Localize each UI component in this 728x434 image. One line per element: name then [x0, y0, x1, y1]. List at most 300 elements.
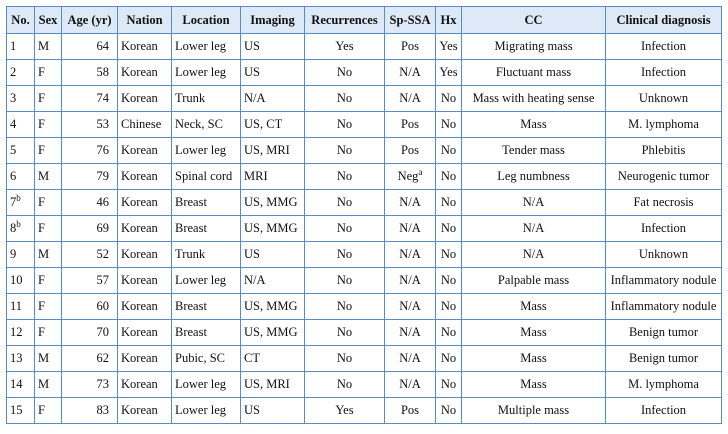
cell-age — [62, 346, 118, 372]
cell-cc — [462, 320, 606, 346]
cell-hx-text: Yes — [439, 65, 458, 79]
cell-no-text: 13 — [10, 351, 23, 365]
cell-imaging — [241, 268, 305, 294]
cell-age — [62, 242, 118, 268]
cell-nation-text: Korean — [121, 195, 158, 209]
cell-clinical-diagnosis-text: Benign tumor — [628, 351, 699, 365]
cell-hx-text: No — [440, 143, 457, 157]
cell-age — [62, 112, 118, 138]
header-location: Location — [172, 7, 241, 34]
cell-sp-ssa — [385, 112, 436, 138]
cell-imaging — [241, 138, 305, 164]
cell-clinical-diagnosis — [606, 346, 722, 372]
cell-clinical-diagnosis — [606, 86, 722, 112]
cell-imaging — [241, 294, 305, 320]
cell-clinical-diagnosis-text: Inflammatory nodule — [610, 273, 717, 287]
cell-no — [7, 320, 35, 346]
cell-imaging — [241, 164, 305, 190]
cell-nation — [118, 164, 172, 190]
cell-age — [62, 138, 118, 164]
cell-sex — [35, 320, 62, 346]
header-age: Age (yr) — [62, 7, 118, 34]
cell-location — [172, 216, 241, 242]
cell-nation-text: Korean — [121, 403, 158, 417]
cell-no — [7, 216, 35, 242]
cell-location — [172, 138, 241, 164]
cell-hx-text: No — [440, 117, 457, 131]
cell-nation-text: Korean — [121, 247, 158, 261]
cell-sex — [35, 398, 62, 424]
header-row — [7, 7, 722, 34]
cell-sex-text: F — [38, 195, 45, 209]
cell-sex — [35, 164, 62, 190]
cell-age-text: 70 — [96, 325, 109, 339]
cell-recurrences-text: No — [336, 143, 353, 157]
cell-cc-text: Migrating mass — [494, 39, 573, 53]
cell-no — [7, 112, 35, 138]
cell-clinical-diagnosis-text: Neurogenic tumor — [617, 169, 710, 183]
table-row — [7, 242, 722, 268]
cell-no-text: 1 — [10, 39, 17, 53]
cell-sex-text: F — [38, 65, 45, 79]
cell-imaging-text: US, MMG — [244, 299, 298, 313]
cell-imaging-text: US — [244, 403, 260, 417]
cell-nation — [118, 216, 172, 242]
cell-sp-ssa — [385, 138, 436, 164]
cell-location-text: Breast — [175, 299, 207, 313]
cell-sex — [35, 372, 62, 398]
cell-nation-text: Korean — [121, 351, 158, 365]
table-row — [7, 216, 722, 242]
cell-clinical-diagnosis-text: Benign tumor — [628, 325, 699, 339]
cell-location — [172, 372, 241, 398]
table-row — [7, 372, 722, 398]
footnote-marker: a — [418, 167, 423, 177]
cell-recurrences-text: No — [336, 65, 353, 79]
cell-recurrences-text: No — [336, 117, 353, 131]
cell-clinical-diagnosis-text: M. lymphoma — [628, 117, 699, 131]
cell-hx-text: No — [440, 195, 457, 209]
cell-location-text: Breast — [175, 195, 207, 209]
cell-location — [172, 86, 241, 112]
cell-nation — [118, 112, 172, 138]
cell-no — [7, 164, 35, 190]
cell-cc-text: N/A — [522, 247, 545, 261]
cell-recurrences-text: No — [336, 169, 353, 183]
cell-age-text: 53 — [96, 117, 109, 131]
cell-no — [7, 86, 35, 112]
cell-recurrences-text: Yes — [335, 39, 354, 53]
cell-sex — [35, 112, 62, 138]
cell-hx — [436, 320, 462, 346]
cell-age-text: 46 — [96, 195, 109, 209]
cell-cc — [462, 34, 606, 60]
cell-cc — [462, 268, 606, 294]
header-nation: Nation — [118, 7, 172, 34]
cell-cc — [462, 216, 606, 242]
cell-nation — [118, 372, 172, 398]
table-row — [7, 398, 722, 424]
cell-hx-text: No — [440, 299, 457, 313]
cell-no — [7, 242, 35, 268]
cell-no — [7, 34, 35, 60]
cell-sex-text: F — [38, 117, 45, 131]
header-clinical-diagnosis: Clinical diagnosis — [606, 7, 722, 34]
cell-nation — [118, 138, 172, 164]
cell-sex — [35, 138, 62, 164]
cell-cc — [462, 190, 606, 216]
header-imaging: Imaging — [241, 7, 305, 34]
cell-sp-ssa — [385, 190, 436, 216]
cell-imaging — [241, 372, 305, 398]
cell-cc — [462, 60, 606, 86]
cell-cc — [462, 398, 606, 424]
table-row — [7, 60, 722, 86]
cell-sp-ssa — [385, 398, 436, 424]
cell-no — [7, 60, 35, 86]
cell-imaging-text: US, CT — [244, 117, 283, 131]
table-body — [7, 34, 722, 424]
cell-nation-text: Chinese — [121, 117, 162, 131]
cell-age — [62, 164, 118, 190]
footnote-marker: b — [16, 219, 21, 229]
cell-clinical-diagnosis-text: Inflammatory nodule — [610, 299, 717, 313]
cell-nation-text: Korean — [121, 273, 158, 287]
cell-sex — [35, 86, 62, 112]
cell-location-text: Lower leg — [175, 143, 227, 157]
cell-sex-text: F — [38, 325, 45, 339]
cell-cc — [462, 86, 606, 112]
cell-cc-text: Palpable mass — [497, 273, 570, 287]
cell-cc — [462, 164, 606, 190]
cell-imaging — [241, 34, 305, 60]
cell-clinical-diagnosis — [606, 60, 722, 86]
cell-clinical-diagnosis — [606, 164, 722, 190]
cell-age — [62, 86, 118, 112]
cell-clinical-diagnosis-text: Unknown — [638, 91, 689, 105]
cell-location-text: Lower leg — [175, 273, 227, 287]
cell-cc — [462, 372, 606, 398]
cell-hx — [436, 86, 462, 112]
cell-nation-text: Korean — [121, 143, 158, 157]
cell-hx — [436, 398, 462, 424]
cell-no-text: 4 — [10, 117, 17, 131]
cell-clinical-diagnosis-text: Infection — [640, 39, 687, 53]
cell-imaging — [241, 320, 305, 346]
table-row — [7, 268, 722, 294]
cell-sp-ssa — [385, 268, 436, 294]
cell-sex-text: M — [38, 39, 50, 53]
cell-age-text: 69 — [96, 221, 109, 235]
cell-cc-text: Mass with heating sense — [472, 91, 595, 105]
cell-hx — [436, 372, 462, 398]
cell-age — [62, 216, 118, 242]
header-sex: Sex — [35, 7, 62, 34]
cell-location — [172, 242, 241, 268]
cell-sp-ssa — [385, 242, 436, 268]
cell-recurrences-text: No — [336, 299, 353, 313]
cell-recurrences — [305, 242, 385, 268]
cell-location — [172, 112, 241, 138]
cell-no-text: 11 — [10, 299, 23, 313]
cell-age-text: 62 — [96, 351, 109, 365]
cell-sp-ssa-text: N/A — [399, 65, 421, 79]
cell-nation — [118, 34, 172, 60]
cell-hx — [436, 216, 462, 242]
cell-age — [62, 190, 118, 216]
cell-nation — [118, 320, 172, 346]
cell-age — [62, 398, 118, 424]
cell-recurrences — [305, 320, 385, 346]
cell-cc-text: Mass — [520, 377, 547, 391]
cell-hx-text: No — [440, 325, 457, 339]
table-row — [7, 164, 722, 190]
cell-cc — [462, 112, 606, 138]
cell-sp-ssa-text: Pos — [400, 403, 420, 417]
cell-location-text: Trunk — [175, 91, 206, 105]
cell-sex — [35, 190, 62, 216]
cell-clinical-diagnosis — [606, 242, 722, 268]
cell-recurrences-text: Yes — [335, 403, 354, 417]
cell-imaging-text: MRI — [244, 169, 268, 183]
cell-sex — [35, 34, 62, 60]
cell-no-text: 14 — [10, 377, 23, 391]
cell-age-text: 83 — [96, 403, 109, 417]
cell-hx-text: Yes — [439, 39, 458, 53]
header-sp-ssa: Sp-SSA — [385, 7, 436, 34]
cell-clinical-diagnosis — [606, 372, 722, 398]
cell-recurrences — [305, 372, 385, 398]
cell-cc-text: Mass — [520, 117, 547, 131]
cell-location — [172, 320, 241, 346]
cell-imaging-text: US — [244, 65, 260, 79]
table-row — [7, 34, 722, 60]
cell-hx — [436, 138, 462, 164]
cell-recurrences-text: No — [336, 221, 353, 235]
cell-sp-ssa — [385, 294, 436, 320]
cell-no — [7, 138, 35, 164]
cell-location-text: Lower leg — [175, 377, 227, 391]
header-no: No. — [7, 7, 35, 34]
cell-location-text: Spinal cord — [175, 169, 233, 183]
cell-no-text: 8 — [10, 221, 17, 235]
cell-sp-ssa-text: N/A — [399, 325, 421, 339]
header-recurrences: Recurrences — [305, 7, 385, 34]
cell-clinical-diagnosis-text: Phlebitis — [641, 143, 686, 157]
cell-cc-text: Mass — [520, 299, 547, 313]
cell-recurrences — [305, 268, 385, 294]
cell-location-text: Breast — [175, 221, 207, 235]
cell-hx — [436, 164, 462, 190]
cell-age-text: 57 — [96, 273, 109, 287]
cell-sp-ssa-text: Neg — [397, 169, 419, 183]
cell-sex — [35, 60, 62, 86]
cell-nation — [118, 60, 172, 86]
cell-cc — [462, 138, 606, 164]
cell-hx-text: No — [440, 221, 457, 235]
cell-age-text: 60 — [96, 299, 109, 313]
cell-location-text: Lower leg — [175, 65, 227, 79]
cell-cc-text: Leg numbness — [497, 169, 570, 183]
cell-sex — [35, 268, 62, 294]
cell-no-text: 7 — [10, 195, 17, 209]
cell-imaging — [241, 216, 305, 242]
cell-nation — [118, 268, 172, 294]
cell-recurrences — [305, 164, 385, 190]
cell-no-text: 15 — [10, 403, 23, 417]
cell-age — [62, 268, 118, 294]
cell-cc-text: Mass — [520, 325, 547, 339]
cell-sp-ssa — [385, 86, 436, 112]
table-row — [7, 86, 722, 112]
cell-imaging-text: US, MRI — [244, 143, 290, 157]
cell-nation — [118, 190, 172, 216]
cell-no-text: 3 — [10, 91, 17, 105]
table-row — [7, 112, 722, 138]
cell-cc-text: N/A — [522, 195, 545, 209]
cell-recurrences — [305, 138, 385, 164]
cell-hx — [436, 294, 462, 320]
cell-hx — [436, 34, 462, 60]
cell-recurrences — [305, 294, 385, 320]
cell-recurrences-text: No — [336, 325, 353, 339]
cell-age — [62, 320, 118, 346]
cell-imaging-text: US, MRI — [244, 377, 290, 391]
cell-sp-ssa — [385, 372, 436, 398]
cell-no — [7, 398, 35, 424]
cell-location-text: Trunk — [175, 247, 206, 261]
table-row — [7, 346, 722, 372]
cell-sex — [35, 216, 62, 242]
cell-imaging — [241, 242, 305, 268]
cell-location-text: Lower leg — [175, 403, 227, 417]
cell-recurrences-text: No — [336, 377, 353, 391]
cell-clinical-diagnosis-text: Unknown — [638, 247, 689, 261]
cell-cc — [462, 346, 606, 372]
cell-imaging-text: US — [244, 247, 260, 261]
cell-no — [7, 268, 35, 294]
cell-sp-ssa-text: N/A — [399, 377, 421, 391]
cell-age-text: 74 — [96, 91, 109, 105]
cell-hx-text: No — [440, 91, 457, 105]
cell-hx — [436, 268, 462, 294]
cell-sp-ssa-text: Pos — [400, 117, 420, 131]
cell-age-text: 52 — [96, 247, 109, 261]
cell-sex — [35, 346, 62, 372]
cell-location — [172, 164, 241, 190]
header-cc: CC — [462, 7, 606, 34]
cell-no — [7, 346, 35, 372]
cell-nation-text: Korean — [121, 325, 158, 339]
cell-recurrences — [305, 398, 385, 424]
cell-hx — [436, 190, 462, 216]
cell-sp-ssa — [385, 320, 436, 346]
cell-hx-text: No — [440, 377, 457, 391]
cell-imaging-text: US, MMG — [244, 195, 298, 209]
cell-nation-text: Korean — [121, 91, 158, 105]
cell-clinical-diagnosis — [606, 320, 722, 346]
cell-sp-ssa — [385, 346, 436, 372]
cell-recurrences-text: No — [336, 91, 353, 105]
cell-imaging-text: N/A — [244, 91, 266, 105]
cell-sex — [35, 294, 62, 320]
cell-nation-text: Korean — [121, 65, 158, 79]
cell-sex-text: F — [38, 221, 45, 235]
cell-sex-text: M — [38, 247, 50, 261]
cell-clinical-diagnosis-text: Infection — [640, 221, 687, 235]
cell-no-text: 12 — [10, 325, 23, 339]
cell-recurrences-text: No — [336, 351, 353, 365]
cell-no-text: 10 — [10, 273, 23, 287]
cell-cc-text: Mass — [520, 351, 547, 365]
cell-sex-text: F — [38, 91, 45, 105]
cell-imaging-text: CT — [244, 351, 260, 365]
cell-sp-ssa-text: Pos — [400, 143, 420, 157]
cell-clinical-diagnosis — [606, 112, 722, 138]
cell-nation — [118, 242, 172, 268]
cell-recurrences-text: No — [336, 247, 353, 261]
cell-age-text: 64 — [96, 39, 109, 53]
cell-location — [172, 294, 241, 320]
cell-cc — [462, 242, 606, 268]
cell-sex-text: M — [38, 169, 50, 183]
clinical-data-table — [6, 6, 722, 424]
cell-recurrences — [305, 86, 385, 112]
cell-sp-ssa-text: N/A — [399, 247, 421, 261]
cell-no-text: 5 — [10, 143, 17, 157]
footnote-marker: b — [16, 193, 21, 203]
cell-clinical-diagnosis-text: Infection — [640, 65, 687, 79]
cell-no — [7, 372, 35, 398]
cell-age-text: 79 — [96, 169, 109, 183]
cell-hx — [436, 60, 462, 86]
cell-location-text: Lower leg — [175, 39, 227, 53]
cell-age — [62, 60, 118, 86]
cell-sp-ssa — [385, 164, 436, 190]
table-row — [7, 320, 722, 346]
cell-clinical-diagnosis — [606, 138, 722, 164]
cell-location — [172, 398, 241, 424]
cell-age — [62, 294, 118, 320]
cell-location — [172, 60, 241, 86]
cell-sp-ssa-text: N/A — [399, 351, 421, 365]
table-row — [7, 294, 722, 320]
cell-clinical-diagnosis-text: Fat necrosis — [633, 195, 694, 209]
cell-sex-text: F — [38, 143, 45, 157]
cell-imaging-text: US, MMG — [244, 325, 298, 339]
cell-location — [172, 268, 241, 294]
cell-nation-text: Korean — [121, 377, 158, 391]
cell-sp-ssa — [385, 216, 436, 242]
cell-nation-text: Korean — [121, 39, 158, 53]
cell-recurrences — [305, 346, 385, 372]
cell-nation-text: Korean — [121, 221, 158, 235]
cell-no — [7, 294, 35, 320]
cell-clinical-diagnosis — [606, 268, 722, 294]
cell-cc-text: Multiple mass — [497, 403, 570, 417]
cell-sex-text: F — [38, 273, 45, 287]
cell-location — [172, 346, 241, 372]
cell-sp-ssa-text: Pos — [400, 39, 420, 53]
cell-recurrences-text: No — [336, 195, 353, 209]
cell-sex-text: M — [38, 351, 50, 365]
cell-hx-text: No — [440, 273, 457, 287]
cell-imaging — [241, 112, 305, 138]
cell-hx-text: No — [440, 351, 457, 365]
cell-sex-text: F — [38, 403, 45, 417]
cell-imaging-text: N/A — [244, 273, 266, 287]
cell-imaging — [241, 86, 305, 112]
